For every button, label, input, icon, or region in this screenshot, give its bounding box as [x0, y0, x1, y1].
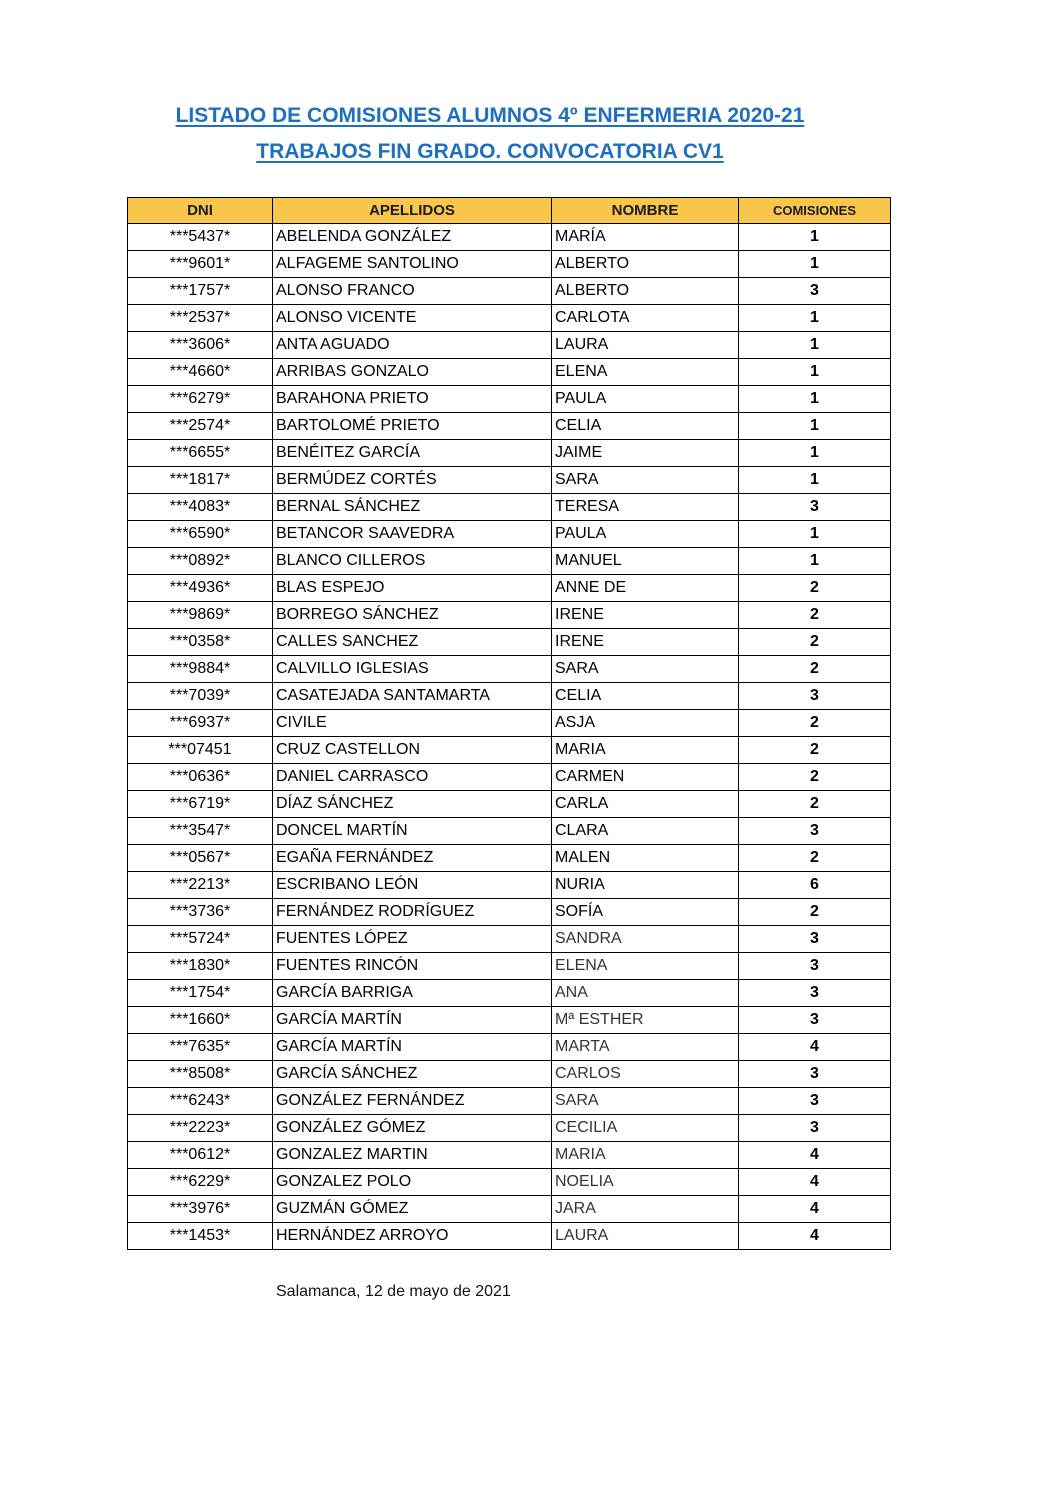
table-row	[128, 548, 891, 575]
cell-nombre: NURIA	[552, 872, 739, 899]
cell-comisiones: 1	[739, 386, 891, 413]
cell-comisiones: 6	[739, 872, 891, 899]
table-row	[128, 575, 891, 602]
cell-nombre: JAIME	[552, 440, 739, 467]
cell-nombre: SANDRA	[552, 926, 739, 953]
cell-comisiones: 2	[739, 764, 891, 791]
cell-comisiones: 1	[739, 305, 891, 332]
cell-comisiones: 2	[739, 629, 891, 656]
cell-comisiones: 1	[739, 251, 891, 278]
table-row	[128, 305, 891, 332]
cell-apellidos: CALLES SANCHEZ	[273, 629, 552, 656]
cell-nombre: MARTA	[552, 1034, 739, 1061]
cell-nombre: ELENA	[552, 359, 739, 386]
cell-comisiones: 2	[739, 575, 891, 602]
cell-dni: ***2574*	[128, 413, 273, 440]
cell-dni: ***3547*	[128, 818, 273, 845]
table-row	[128, 521, 891, 548]
cell-comisiones: 2	[739, 710, 891, 737]
cell-dni: ***0612*	[128, 1142, 273, 1169]
cell-nombre: SOFÍA	[552, 899, 739, 926]
table-row	[128, 926, 891, 953]
table-row	[128, 1088, 891, 1115]
cell-apellidos: EGAÑA FERNÁNDEZ	[273, 845, 552, 872]
cell-comisiones: 3	[739, 683, 891, 710]
cell-dni: ***6719*	[128, 791, 273, 818]
cell-apellidos: FUENTES RINCÓN	[273, 953, 552, 980]
cell-nombre: LAURA	[552, 332, 739, 359]
table-row	[128, 1169, 891, 1196]
cell-comisiones: 3	[739, 278, 891, 305]
cell-apellidos: ESCRIBANO LEÓN	[273, 872, 552, 899]
table-row	[128, 1115, 891, 1142]
cell-apellidos: GARCÍA SÁNCHEZ	[273, 1061, 552, 1088]
cell-apellidos: CALVILLO IGLESIAS	[273, 656, 552, 683]
table-row	[128, 980, 891, 1007]
cell-nombre: TERESA	[552, 494, 739, 521]
cell-nombre: MARÍA	[552, 224, 739, 251]
cell-nombre: SARA	[552, 467, 739, 494]
cell-apellidos: CRUZ CASTELLON	[273, 737, 552, 764]
cell-dni: ***8508*	[128, 1061, 273, 1088]
cell-apellidos: HERNÁNDEZ ARROYO	[273, 1223, 552, 1250]
table-row	[128, 872, 891, 899]
table-row	[128, 386, 891, 413]
cell-nombre: ALBERTO	[552, 251, 739, 278]
cell-comisiones: 2	[739, 791, 891, 818]
cell-dni: ***1660*	[128, 1007, 273, 1034]
table-row	[128, 656, 891, 683]
cell-comisiones: 3	[739, 494, 891, 521]
cell-dni: ***3606*	[128, 332, 273, 359]
cell-nombre: CELIA	[552, 683, 739, 710]
cell-dni: ***6590*	[128, 521, 273, 548]
cell-comisiones: 4	[739, 1223, 891, 1250]
cell-comisiones: 2	[739, 899, 891, 926]
table-row	[128, 1223, 891, 1250]
cell-comisiones: 1	[739, 521, 891, 548]
table-row	[128, 494, 891, 521]
cell-comisiones: 1	[739, 467, 891, 494]
table-row	[128, 467, 891, 494]
cell-dni: ***5437*	[128, 224, 273, 251]
header-nombre: NOMBRE	[552, 198, 739, 224]
cell-apellidos: BENÉITEZ GARCÍA	[273, 440, 552, 467]
cell-comisiones: 2	[739, 656, 891, 683]
cell-dni: ***2213*	[128, 872, 273, 899]
table-row	[128, 602, 891, 629]
cell-comisiones: 1	[739, 224, 891, 251]
cell-apellidos: CIVILE	[273, 710, 552, 737]
cell-apellidos: GARCÍA BARRIGA	[273, 980, 552, 1007]
cell-apellidos: DÍAZ SÁNCHEZ	[273, 791, 552, 818]
cell-dni: ***1453*	[128, 1223, 273, 1250]
table-row	[128, 1061, 891, 1088]
commissions-table	[127, 197, 891, 1250]
cell-dni: ***1754*	[128, 980, 273, 1007]
table-row	[128, 899, 891, 926]
cell-apellidos: CASATEJADA SANTAMARTA	[273, 683, 552, 710]
cell-comisiones: 1	[739, 332, 891, 359]
table-row	[128, 1007, 891, 1034]
cell-dni: ***4083*	[128, 494, 273, 521]
cell-dni: ***3976*	[128, 1196, 273, 1223]
cell-nombre: PAULA	[552, 521, 739, 548]
cell-dni: ***9601*	[128, 251, 273, 278]
cell-nombre: PAULA	[552, 386, 739, 413]
table-row	[128, 1034, 891, 1061]
cell-nombre: ANNE DE	[552, 575, 739, 602]
table-row	[128, 710, 891, 737]
cell-comisiones: 3	[739, 1007, 891, 1034]
table-row	[128, 359, 891, 386]
cell-dni: ***5724*	[128, 926, 273, 953]
table-row	[128, 413, 891, 440]
cell-dni: ***0892*	[128, 548, 273, 575]
cell-dni: ***1830*	[128, 953, 273, 980]
cell-comisiones: 3	[739, 1088, 891, 1115]
cell-comisiones: 3	[739, 1061, 891, 1088]
cell-dni: ***6937*	[128, 710, 273, 737]
cell-comisiones: 2	[739, 845, 891, 872]
header-comisiones: COMISIONES	[739, 198, 891, 224]
cell-apellidos: BARAHONA PRIETO	[273, 386, 552, 413]
table-row	[128, 764, 891, 791]
cell-comisiones: 3	[739, 980, 891, 1007]
cell-apellidos: BLANCO CILLEROS	[273, 548, 552, 575]
cell-nombre: MARIA	[552, 1142, 739, 1169]
cell-apellidos: BETANCOR SAAVEDRA	[273, 521, 552, 548]
cell-nombre: SARA	[552, 656, 739, 683]
cell-apellidos: DONCEL MARTÍN	[273, 818, 552, 845]
table-row	[128, 683, 891, 710]
cell-comisiones: 1	[739, 440, 891, 467]
cell-comisiones: 4	[739, 1142, 891, 1169]
cell-apellidos: ABELENDA GONZÁLEZ	[273, 224, 552, 251]
cell-comisiones: 3	[739, 953, 891, 980]
cell-nombre: LAURA	[552, 1223, 739, 1250]
cell-apellidos: BORREGO SÁNCHEZ	[273, 602, 552, 629]
cell-comisiones: 1	[739, 359, 891, 386]
table-row	[128, 278, 891, 305]
cell-apellidos: GONZÁLEZ GÓMEZ	[273, 1115, 552, 1142]
cell-dni: ***0567*	[128, 845, 273, 872]
cell-nombre: ANA	[552, 980, 739, 1007]
cell-dni: ***7039*	[128, 683, 273, 710]
cell-apellidos: GARCÍA MARTÍN	[273, 1034, 552, 1061]
table-row	[128, 332, 891, 359]
cell-apellidos: ARRIBAS GONZALO	[273, 359, 552, 386]
cell-comisiones: 3	[739, 818, 891, 845]
cell-comisiones: 1	[739, 548, 891, 575]
cell-dni: ***1817*	[128, 467, 273, 494]
cell-apellidos: GONZÁLEZ FERNÁNDEZ	[273, 1088, 552, 1115]
cell-dni: ***6655*	[128, 440, 273, 467]
table-row	[128, 791, 891, 818]
cell-nombre: ALBERTO	[552, 278, 739, 305]
cell-comisiones: 1	[739, 413, 891, 440]
cell-apellidos: BERNAL SÁNCHEZ	[273, 494, 552, 521]
table-row	[128, 953, 891, 980]
cell-apellidos: ALFAGEME SANTOLINO	[273, 251, 552, 278]
document-title: LISTADO DE COMISIONES ALUMNOS 4º ENFERMERIA 2020-21	[175, 104, 805, 127]
table-row	[128, 440, 891, 467]
cell-apellidos: GARCÍA MARTÍN	[273, 1007, 552, 1034]
cell-dni: ***6279*	[128, 386, 273, 413]
cell-apellidos: DANIEL CARRASCO	[273, 764, 552, 791]
cell-comisiones: 2	[739, 737, 891, 764]
cell-nombre: ELENA	[552, 953, 739, 980]
cell-nombre: MALEN	[552, 845, 739, 872]
table-row	[128, 629, 891, 656]
header-dni: DNI	[128, 198, 273, 224]
cell-dni: ***2223*	[128, 1115, 273, 1142]
cell-nombre: MANUEL	[552, 548, 739, 575]
cell-apellidos: FERNÁNDEZ RODRÍGUEZ	[273, 899, 552, 926]
cell-nombre: IRENE	[552, 629, 739, 656]
cell-nombre: CARLA	[552, 791, 739, 818]
cell-dni: ***6243*	[128, 1088, 273, 1115]
cell-dni: ***1757*	[128, 278, 273, 305]
cell-dni: ***9884*	[128, 656, 273, 683]
cell-nombre: IRENE	[552, 602, 739, 629]
cell-apellidos: BARTOLOMÉ PRIETO	[273, 413, 552, 440]
table-row	[128, 845, 891, 872]
table-row	[128, 737, 891, 764]
cell-comisiones: 4	[739, 1196, 891, 1223]
cell-apellidos: ALONSO FRANCO	[273, 278, 552, 305]
cell-dni: ***2537*	[128, 305, 273, 332]
cell-dni: ***9869*	[128, 602, 273, 629]
cell-dni: ***07451	[128, 737, 273, 764]
cell-apellidos: ANTA AGUADO	[273, 332, 552, 359]
table-row	[128, 224, 891, 251]
cell-apellidos: FUENTES LÓPEZ	[273, 926, 552, 953]
cell-nombre: CELIA	[552, 413, 739, 440]
cell-apellidos: BERMÚDEZ CORTÉS	[273, 467, 552, 494]
table-header-row	[128, 198, 891, 224]
table-row	[128, 818, 891, 845]
cell-nombre: NOELIA	[552, 1169, 739, 1196]
header-apellidos: APELLIDOS	[273, 198, 552, 224]
cell-dni: ***3736*	[128, 899, 273, 926]
cell-nombre: CARMEN	[552, 764, 739, 791]
table-row	[128, 1142, 891, 1169]
table-row	[128, 251, 891, 278]
cell-comisiones: 3	[739, 1115, 891, 1142]
cell-comisiones: 2	[739, 602, 891, 629]
cell-apellidos: GUZMÁN GÓMEZ	[273, 1196, 552, 1223]
cell-nombre: SARA	[552, 1088, 739, 1115]
cell-dni: ***0636*	[128, 764, 273, 791]
cell-dni: ***4936*	[128, 575, 273, 602]
cell-comisiones: 4	[739, 1034, 891, 1061]
cell-dni: ***7635*	[128, 1034, 273, 1061]
cell-nombre: MARIA	[552, 737, 739, 764]
cell-nombre: CLARA	[552, 818, 739, 845]
cell-nombre: CECILIA	[552, 1115, 739, 1142]
cell-nombre: ASJA	[552, 710, 739, 737]
table-body	[128, 224, 891, 1250]
cell-dni: ***4660*	[128, 359, 273, 386]
cell-nombre: JARA	[552, 1196, 739, 1223]
cell-nombre: CARLOTA	[552, 305, 739, 332]
cell-nombre: Mª ESTHER	[552, 1007, 739, 1034]
cell-dni: ***6229*	[128, 1169, 273, 1196]
document-subtitle: TRABAJOS FIN GRADO. CONVOCATORIA CV1	[256, 140, 724, 163]
cell-comisiones: 4	[739, 1169, 891, 1196]
cell-dni: ***0358*	[128, 629, 273, 656]
table-row	[128, 1196, 891, 1223]
cell-apellidos: ALONSO VICENTE	[273, 305, 552, 332]
cell-apellidos: BLAS ESPEJO	[273, 575, 552, 602]
footer-place-date: Salamanca, 12 de mayo de 2021	[276, 1283, 511, 1300]
cell-apellidos: GONZALEZ MARTIN	[273, 1142, 552, 1169]
cell-comisiones: 3	[739, 926, 891, 953]
cell-nombre: CARLOS	[552, 1061, 739, 1088]
cell-apellidos: GONZALEZ POLO	[273, 1169, 552, 1196]
